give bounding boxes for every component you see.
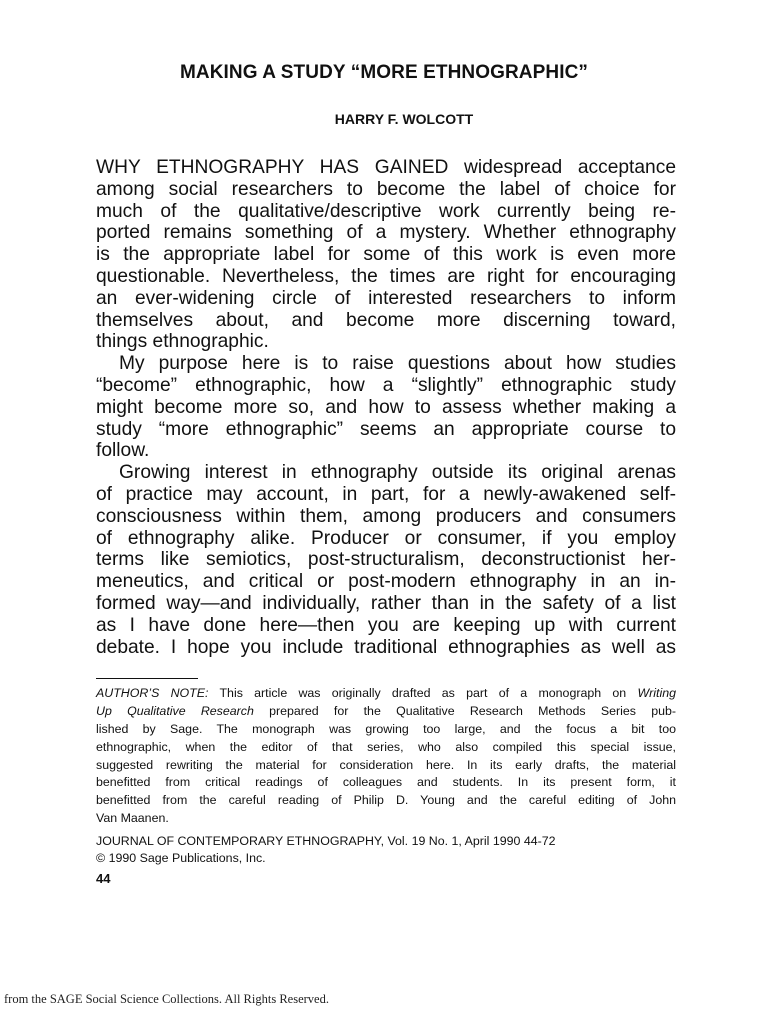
body-line: WHY ETHNOGRAPHY HAS GAINED widespread acceptance [96, 157, 676, 178]
note-title: Writing [637, 686, 676, 700]
body-line: much of the qualitative/descriptive work currently being re- [96, 200, 676, 222]
note-line: lished by Sage. The monograph was growing too large, and the focus a bit too [96, 721, 676, 736]
body-line: Growing interest in ethnography outside its original arenas [119, 462, 676, 484]
note-line [96, 703, 676, 721]
note-line: Van Maanen. [96, 811, 169, 826]
journal-citation: JOURNAL OF CONTEMPORARY ETHNOGRAPHY, Vol. 19 No. 1, April 1990 44-72 [96, 834, 556, 848]
body-line: of ethnography alike. Producer or consumer, if you employ [96, 527, 676, 549]
body-line: study “more ethnographic” seems an appropriate course to [96, 418, 676, 440]
footnote-divider [96, 678, 198, 679]
body-line: consciousness within them, among producers and consumers [96, 505, 676, 527]
note-text: prepared for the Qualitative Research Methods Series pub- [253, 703, 677, 718]
body-line: of practice may account, in part, for a newly-awakened self- [96, 483, 676, 505]
journal-info [96, 833, 556, 867]
body-line: things ethnographic. [96, 331, 269, 353]
authors-note [96, 685, 676, 828]
body-line: debate. I hope you include traditional ethnographies as well as [96, 636, 676, 658]
note-text: This article was originally drafted as part of a monograph on [208, 686, 638, 700]
body-line: might become more so, and how to assess whether making a [96, 396, 676, 418]
body-line: formed way—and individually, rather than in the safety of a list [96, 592, 676, 614]
journal-copyright: © 1990 Sage Publications, Inc. [96, 851, 266, 865]
body-line: is the appropriate label for some of this work is even more [96, 244, 676, 266]
note-title: Up Qualitative Research [96, 703, 254, 718]
article-author: HARRY F. WOLCOTT [334, 111, 474, 127]
body-line: My purpose here is to raise questions about how studies [119, 353, 676, 375]
body-line: ported remains something of a mystery. Whether ethnography [96, 222, 676, 244]
body-line: follow. [96, 440, 150, 462]
note-label: AUTHOR’S NOTE: [96, 686, 209, 700]
body-line: an ever-widening circle of interested researchers to inform [96, 287, 676, 309]
body-line: among social researchers to become the label of choice for [96, 178, 676, 200]
note-line: benefitted from the careful reading of Philip D. Young and the careful editing of John [96, 793, 676, 808]
body-line: “become” ethnographic, how a “slightly” ethnographic study [96, 374, 676, 396]
rights-footer: from the SAGE Social Science Collections. All Rights Reserved. [4, 992, 329, 1006]
article-title: MAKING A STUDY “MORE ETHNOGRAPHIC” [179, 62, 589, 83]
page-number: 44 [96, 871, 111, 886]
body-line: questionable. Nevertheless, the times are right for encouraging [96, 265, 676, 287]
note-line: ethnographic, when the editor of that series, who also compiled this special issue, [96, 739, 676, 754]
body-line: themselves about, and become more discerning toward, [96, 309, 676, 331]
note-line [96, 685, 676, 703]
article-body [96, 157, 676, 658]
body-line: as I have done here—then you are keeping up with current [96, 614, 676, 636]
note-line: suggested rewriting the material for consideration here. In its early drafts, the material [96, 757, 676, 772]
body-line: terms like semiotics, post-structuralism, deconstructionist her- [96, 549, 676, 571]
body-line: meneutics, and critical or post-modern ethnography in an in- [96, 571, 676, 593]
note-line: benefitted from critical readings of colleagues and students. In its present form, it [96, 775, 676, 790]
